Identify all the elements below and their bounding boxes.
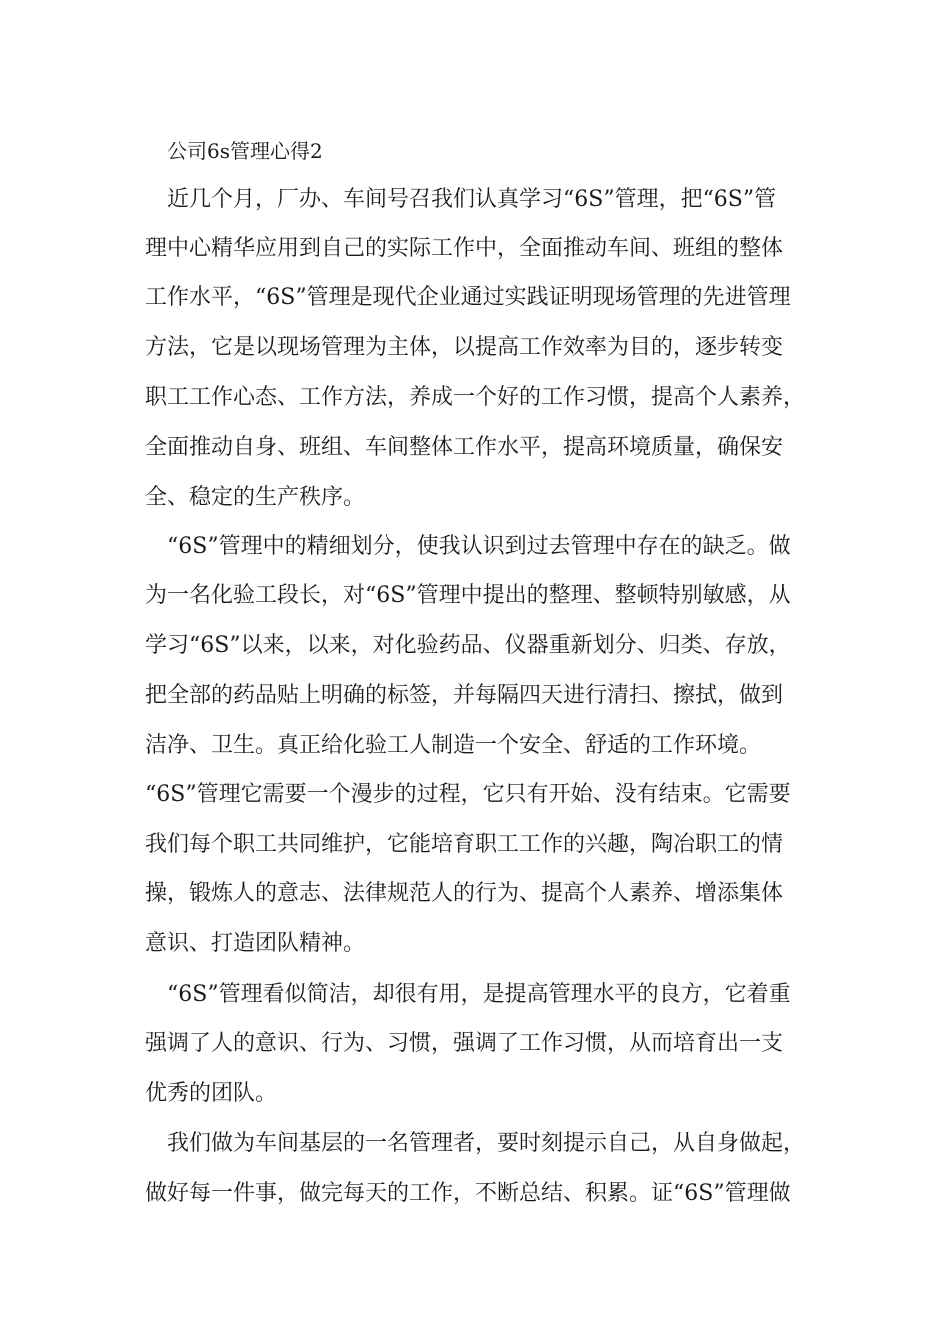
paragraph-line: 方法，它是以现场管理为主体，以提高工作效率为目的，逐步转变 <box>145 335 784 360</box>
paragraph-line: 工作水平，“6S”管理是现代企业通过实践证明现场管理的先进管理 <box>145 285 791 310</box>
paragraph-line: “6S”管理中的精细划分，使我认识到过去管理中存在的缺乏。做 <box>167 534 791 559</box>
document-title: 公司6s管理心得2 <box>167 139 323 163</box>
paragraph-line: 理中心精华应用到自己的实际工作中，全面推动车间、班组的整体 <box>145 236 784 261</box>
paragraph-line: 意识、打造团队精神。 <box>145 931 366 956</box>
paragraph-line: 我们每个职工共同维护，它能培育职工工作的兴趣，陶冶职工的情 <box>145 832 784 857</box>
paragraph-line: 我们做为车间基层的一名管理者，要时刻提示自己，从自身做起， <box>167 1131 806 1156</box>
paragraph-line: 强调了人的意识、行为、习惯，强调了工作习惯，从而培育出一支 <box>145 1031 784 1056</box>
paragraph-line: 近几个月，厂办、车间号召我们认真学习“6S”管理，把“6S”管 <box>167 187 777 212</box>
paragraph-line: 全面推动自身、班组、车间整体工作水平，提高环境质量，确保安 <box>145 435 784 460</box>
paragraph-line: 职工工作心态、工作方法，养成一个好的工作习惯，提高个人素养， <box>145 385 806 410</box>
paragraph-line: 学习“6S”以来，以来，对化验药品、仪器重新划分、归类、存放， <box>145 633 791 658</box>
paragraph-line: 操，锻炼人的意志、法律规范人的行为、提高个人素养、增添集体 <box>145 881 784 906</box>
paragraph-line: 做好每一件事，做完每天的工作，不断总结、积累。证“6S”管理做 <box>145 1181 791 1206</box>
paragraph-line: “6S”管理它需要一个漫步的过程，它只有开始、没有结束。它需要 <box>145 782 791 807</box>
paragraph-line: “6S”管理看似简洁，却很有用，是提高管理水平的良方，它着重 <box>167 982 791 1007</box>
paragraph-line: 洁净、卫生。真正给化验工人制造一个安全、舒适的工作环境。 <box>145 733 762 758</box>
paragraph-line: 优秀的团队。 <box>145 1081 278 1106</box>
paragraph-line: 为一名化验工段长，对“6S”管理中提出的整理、整顿特别敏感，从 <box>145 583 791 608</box>
paragraph-line: 全、稳定的生产秩序。 <box>145 485 366 510</box>
paragraph-line: 把全部的药品贴上明确的标签，并每隔四天进行清扫、擦拭，做到 <box>145 683 784 708</box>
